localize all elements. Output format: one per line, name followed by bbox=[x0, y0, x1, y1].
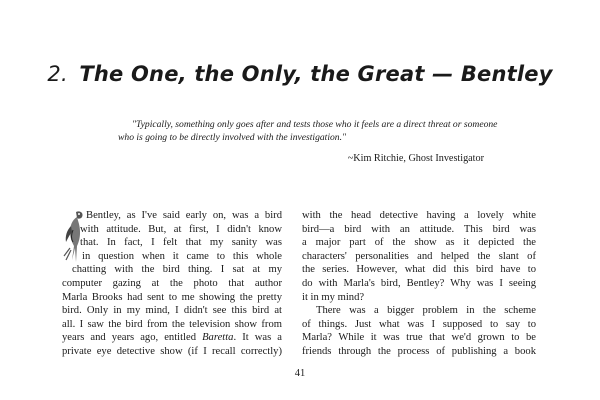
body-line: with attitude. But, at first, I didn't know bbox=[80, 223, 282, 235]
body-line: bird—a bird with an attitude. This bird was bbox=[302, 223, 536, 235]
body-line: friends through the process of publishing a book bbox=[302, 345, 536, 357]
chapter-number: 2. bbox=[47, 62, 68, 86]
body-line: bird. Only in my mind, I didn't see this bird at bbox=[62, 305, 282, 317]
body-line: in question when it came to this whole bbox=[82, 250, 282, 262]
body-line: that. In fact, I felt that my sanity was bbox=[80, 237, 282, 249]
body-column-left bbox=[62, 209, 282, 359]
epigraph-quote: "Typically, something only goes after and tests those who it feels are a direct threat or someone who is going to be directly involved with the investigation." bbox=[118, 119, 498, 143]
body-line: characters' personalities and helped the slant of bbox=[302, 250, 536, 262]
epigraph-attribution: ~Kim Ritchie, Ghost Investigator bbox=[347, 153, 484, 164]
body-line: private eye detective show (if I recall correctly) bbox=[62, 345, 282, 357]
body-line: do with Marla's bird, Bentley? Why was I seeing bbox=[302, 277, 536, 289]
body-line: chatting with the bird thing. I sat at my bbox=[72, 264, 282, 276]
body-line: all. I saw the bird from the television show from bbox=[62, 318, 282, 330]
chapter-title-text: The One, the Only, the Great — Bentley bbox=[79, 62, 553, 86]
body-line bbox=[62, 331, 282, 345]
body-line: with the head detective having a lovely white bbox=[302, 210, 536, 221]
body-line: of things. Just what was I supposed to say to bbox=[302, 318, 536, 330]
chapter-title bbox=[0, 62, 600, 86]
body-line: a major part of the show as it depicted the bbox=[302, 237, 536, 249]
body-line: There was a bigger problem in the scheme bbox=[316, 305, 536, 317]
body-line: computer gazing at the photo that author bbox=[62, 277, 282, 289]
body-line: Marla Brooks had sent to me showing the pretty bbox=[62, 291, 282, 303]
body-line: Marla? While it was true that we'd grown to be bbox=[302, 332, 536, 344]
body-line: it in my mind? bbox=[302, 291, 365, 303]
body-column-right bbox=[302, 209, 536, 359]
body-line: the series. However, what did this bird have to bbox=[302, 264, 536, 276]
body-line-text: years and years ago, entitled bbox=[62, 332, 203, 344]
page-number: 41 bbox=[294, 368, 306, 379]
show-title: Baretta bbox=[202, 332, 234, 344]
body-line: Bentley, as I've said early on, was a bird bbox=[86, 210, 282, 221]
body-line-text: . It was a bbox=[233, 332, 282, 344]
